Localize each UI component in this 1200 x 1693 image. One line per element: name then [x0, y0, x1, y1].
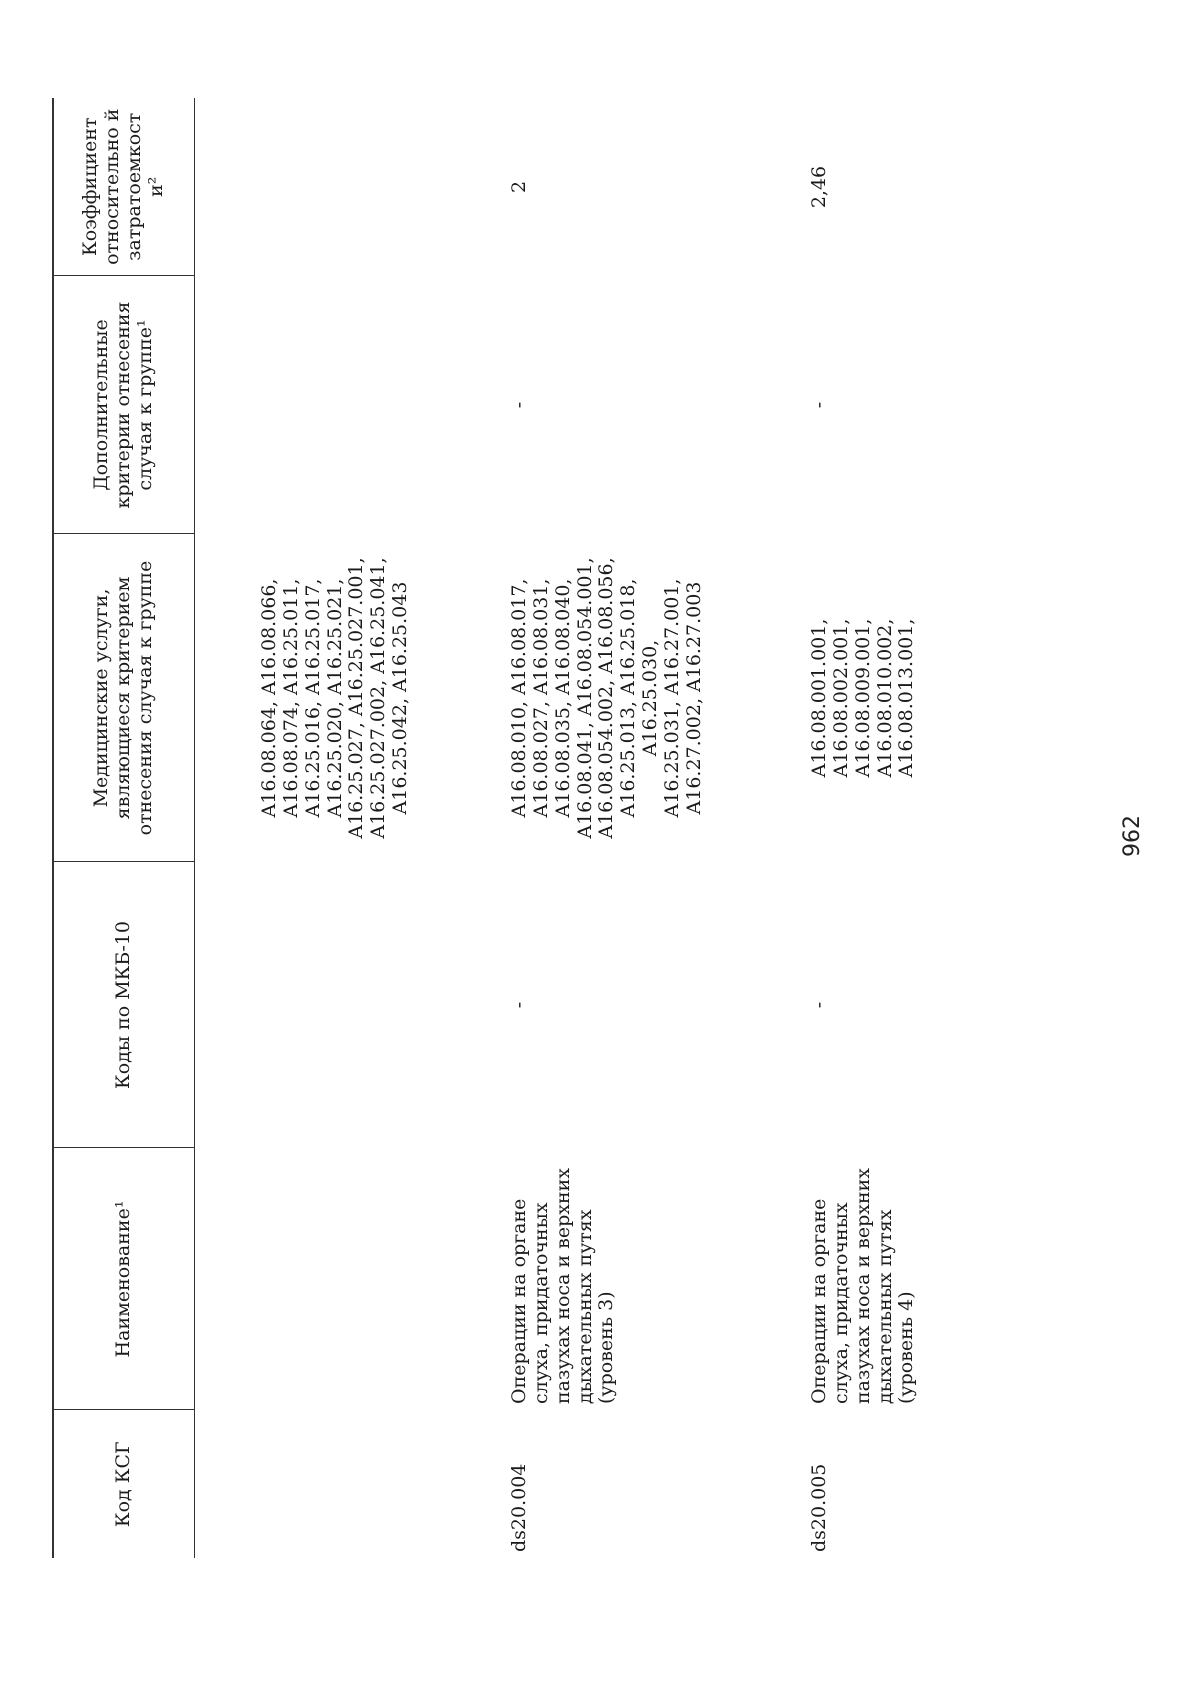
service-line: A16.08.064, A16.08.066,	[258, 578, 280, 818]
service-line: A16.25.020, A16.25.021,	[323, 578, 346, 818]
cell-name: Операции на органе слуха, придаточных пазухах носа и верхних дыхательных путях (уровень 3)	[508, 1167, 618, 1404]
service-line: A16.25.031, A16.27.001,	[660, 578, 683, 818]
cell-criteria: -	[508, 401, 530, 409]
cell-icd: -	[508, 1001, 530, 1009]
page-number: 962	[1120, 815, 1145, 857]
table-row	[809, 98, 1059, 1558]
cell-code	[195, 1410, 510, 1558]
service-line: A16.08.001.001,	[808, 618, 830, 778]
header-coefficient: Коэффициент относительно й затратоемкост и²	[53, 98, 195, 276]
cell-name	[195, 1148, 510, 1410]
cell-icd: -	[808, 1001, 830, 1009]
table-row-continuation	[195, 98, 510, 1558]
cell-coefficient: 2	[508, 180, 530, 194]
cell-code: ds20.005	[808, 1463, 830, 1552]
header-medical-services: Медицинские услуги, являющиеся критерием отнесения случая к группе	[53, 534, 195, 862]
service-line: A16.25.042, A16.25.043	[389, 581, 412, 815]
cell-services	[195, 534, 510, 862]
cell-services	[809, 534, 1059, 862]
service-line: A16.25.013, A16.25.018,	[617, 578, 640, 818]
service-line: A16.25.027.002, A16.25.041,	[367, 557, 390, 839]
table-header-row	[53, 98, 195, 1558]
header-icd-codes: Коды по МКБ-10	[53, 862, 195, 1148]
cell-criteria: -	[808, 401, 830, 409]
cell-coefficient	[195, 98, 510, 276]
service-line: A16.08.010.002,	[873, 618, 896, 778]
service-line: A16.08.074, A16.25.011,	[279, 578, 302, 818]
service-line: A16.27.002, A16.27.003	[682, 581, 705, 815]
cell-name: Операции на органе слуха, придаточных пазухах носа и верхних дыхательных путях (уровень 4)	[808, 1167, 918, 1404]
service-line: A16.08.002.001,	[829, 618, 852, 778]
service-line: A16.08.010, A16.08.017,	[508, 578, 530, 818]
header-additional-criteria: Дополнительные критерии отнесения случая к группе¹	[53, 276, 195, 534]
service-line: A16.08.013.001,	[895, 618, 918, 778]
table-row	[509, 98, 809, 1558]
service-line: A16.08.041, A16.08.054.001,	[573, 557, 596, 839]
cell-icd	[195, 862, 510, 1148]
service-line: A16.08.009.001,	[851, 618, 874, 778]
cell-services	[509, 534, 809, 862]
service-line: A16.08.054.002, A16.08.056,	[595, 557, 618, 839]
cell-criteria	[195, 276, 510, 534]
cell-coefficient: 2,46	[808, 165, 830, 209]
service-line: A16.25.030,	[639, 639, 662, 757]
service-line: A16.08.027, A16.08.031,	[529, 578, 552, 818]
ksg-table	[52, 98, 1059, 1558]
header-ksg-code: Код КСГ	[53, 1410, 195, 1558]
service-line: A16.25.027, A16.25.027.001,	[345, 557, 368, 839]
service-line: A16.08.035, A16.08.040,	[551, 578, 574, 818]
cell-code: ds20.004	[508, 1463, 530, 1552]
service-line: A16.25.016, A16.25.017,	[301, 578, 324, 818]
header-name: Наименование¹	[53, 1148, 195, 1410]
